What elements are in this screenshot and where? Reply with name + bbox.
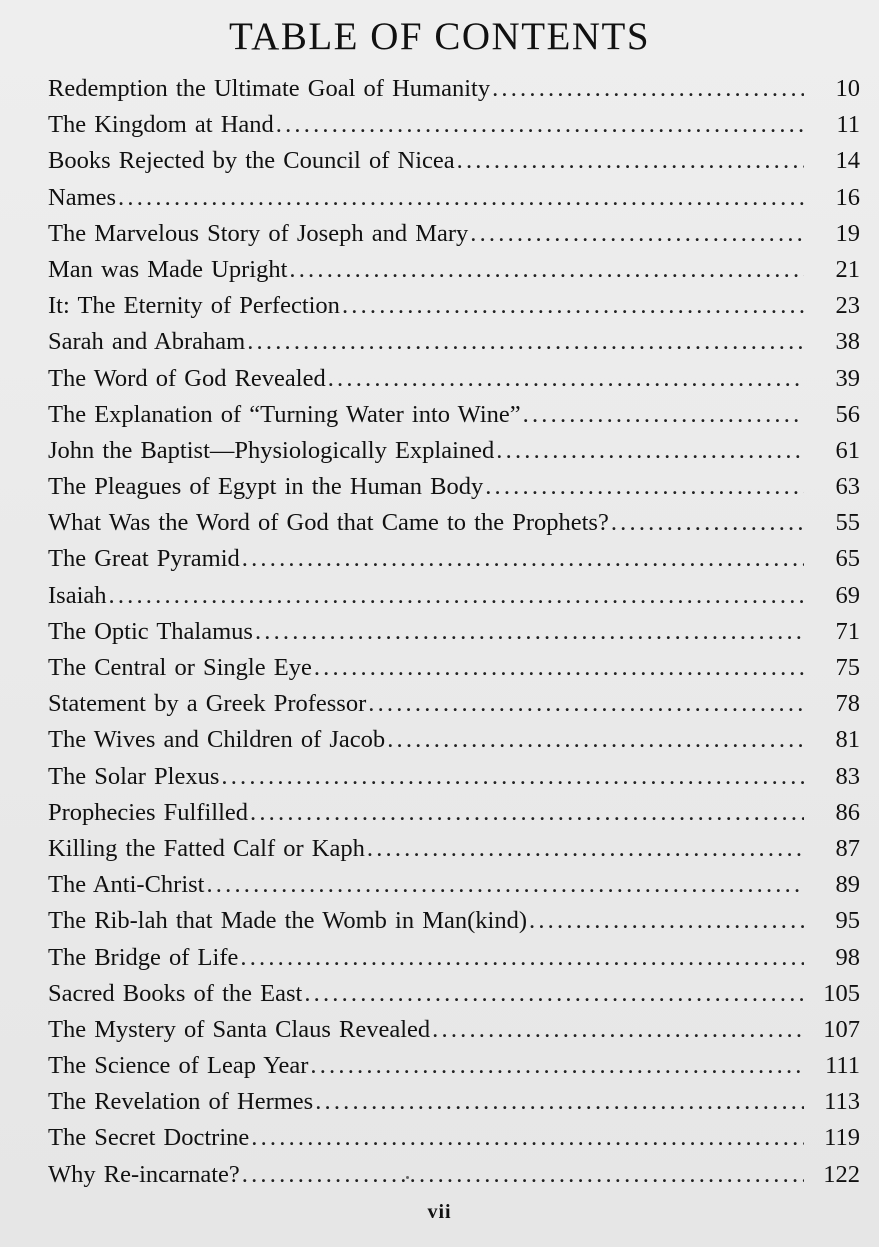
toc-entry-page: 16 [835,183,860,211]
toc-entry-page: 21 [835,255,860,283]
toc-entry-page: 63 [835,473,860,501]
dot-leader [365,831,804,867]
toc-entry-title: The Secret Doctrine [48,1124,250,1152]
toc-entry [48,650,860,686]
toc-entry-page: 10 [835,75,860,102]
toc-entry [48,469,860,505]
dot-leader [249,1120,804,1156]
toc-entry-page: 105 [823,979,860,1007]
dot-leader [274,107,804,143]
toc-entry [48,252,860,288]
toc-entry [48,903,860,939]
dot-leader [494,433,804,469]
toc-entry-title: Books Rejected by the Council of Nicea [48,147,455,175]
toc-entry-title: The Central or Single Eye [48,654,312,681]
toc-entry-page: 38 [835,328,860,356]
toc-entry-page: 95 [835,907,860,935]
dot-leader [308,1048,804,1084]
table-of-contents [48,71,860,1193]
toc-entry-page: 78 [835,690,860,718]
toc-entry-page: 56 [835,400,860,428]
toc-entry [48,324,860,360]
toc-entry-page: 98 [835,943,860,971]
toc-entry-page: 65 [835,545,860,573]
toc-entry [48,505,860,541]
toc-entry-title: The Rib-lah that Made the Womb in Man(kind) [48,907,528,935]
toc-entry [48,976,860,1012]
toc-entry [48,433,860,469]
toc-entry-page: 89 [835,871,860,899]
dot-leader [313,1084,804,1120]
page-title: TABLE OF CONTENTS [228,15,651,58]
toc-entry-page: 19 [835,219,860,247]
toc-entry-page: 71 [835,617,860,645]
dot-leader [248,795,804,831]
toc-entry-title: Sarah and Abraham [48,328,246,356]
toc-entry-page: 39 [835,364,860,392]
dot-leader [107,578,805,614]
dot-leader [204,867,804,903]
toc-entry-title: The Science of Leap Year [48,1052,309,1080]
toc-entry-title: The Optic Thalamus [48,617,253,645]
toc-entry [48,541,860,577]
dot-leader [609,505,804,541]
toc-entry-title: Killing the Fatted Calf or Kaph [48,834,365,862]
toc-entry-title: Isaiah [48,581,107,609]
dot-leader [490,71,804,107]
toc-entry-page: 61 [835,436,860,464]
toc-entry-title: Why Re-incarnate? [48,1160,240,1188]
toc-entry [48,614,860,650]
toc-entry-title: The Solar Plexus [48,762,220,790]
dot-leader [521,397,804,433]
toc-entry-title: The Word of God Revealed [48,364,326,392]
toc-entry-title: The Revelation of Hermes [48,1088,314,1116]
toc-entry [48,867,860,903]
dot-leader [302,976,804,1012]
toc-entry-title: Prophecies Fulfilled [48,798,249,826]
toc-entry [48,1157,860,1193]
dot-leader [219,759,804,795]
toc-entry-page: 81 [835,726,860,754]
dot-leader [240,541,804,577]
dot-leader [366,686,804,722]
toc-entry-page: 75 [835,654,860,681]
toc-entry-title: Names [48,183,117,211]
print-speck [406,1176,409,1179]
dot-leader [116,180,804,216]
toc-entry-page: 83 [835,762,860,790]
toc-entry [48,107,860,143]
dot-leader [483,469,804,505]
toc-entry-title: The Mystery of Santa Claus Revealed [48,1015,431,1043]
toc-entry-page: 55 [835,509,860,537]
toc-entry-title: The Marvelous Story of Joseph and Mary [48,219,469,247]
toc-entry-title: The Wives and Children of Jacob [48,726,386,754]
toc-entry [48,288,860,324]
toc-entry-page: 11 [836,111,860,139]
toc-entry-title: It: The Eternity of Perfection [48,292,340,320]
dot-leader [527,903,804,939]
toc-entry [48,397,860,433]
toc-entry-page: 87 [835,834,860,862]
toc-entry [48,686,860,722]
toc-entry-title: The Anti-Christ [48,871,205,899]
toc-entry [48,1120,860,1156]
toc-entry-title: Sacred Books of the East [48,979,303,1007]
dot-leader [253,614,804,650]
page-number: vii [427,1201,452,1223]
toc-entry-title: The Pleagues of Egypt in the Human Body [48,473,484,501]
toc-entry [48,143,860,179]
toc-entry [48,831,860,867]
toc-entry-page: 69 [835,581,860,609]
toc-entry [48,1048,860,1084]
dot-leader [455,143,804,179]
toc-entry-page: 119 [824,1124,860,1152]
toc-entry [48,722,860,758]
dot-leader [385,722,804,758]
toc-entry-page: 122 [823,1160,860,1188]
toc-entry [48,1084,860,1120]
dot-leader [245,324,804,360]
toc-entry [48,361,860,397]
toc-entry [48,940,860,976]
toc-entry-title: Redemption the Ultimate Goal of Humanity [48,75,491,102]
toc-entry-title: The Bridge of Life [48,943,239,971]
toc-entry [48,759,860,795]
toc-entry-page: 111 [825,1052,860,1080]
dot-leader [430,1012,804,1048]
toc-entry [48,71,860,107]
toc-entry-title: Man was Made Upright [48,255,288,283]
toc-entry [48,216,860,252]
dot-leader [238,940,804,976]
toc-entry [48,1012,860,1048]
toc-entry-title: What Was the Word of God that Came to the Prophets? [48,509,609,537]
toc-entry-title: The Great Pyramid [48,545,240,573]
toc-entry-page: 107 [823,1015,860,1043]
toc-entry-page: 86 [835,798,860,826]
toc-entry [48,795,860,831]
toc-entry-page: 14 [835,147,860,175]
dot-leader [312,650,804,686]
toc-entry-title: John the Baptist—Physiologically Explained [48,436,495,464]
toc-entry [48,180,860,216]
toc-entry-title: Statement by a Greek Professor [48,690,367,718]
toc-entry-page: 23 [835,292,860,320]
dot-leader [326,361,804,397]
toc-entry [48,578,860,614]
toc-entry-page: 113 [824,1088,860,1116]
toc-entry-title: The Kingdom at Hand [48,111,274,139]
dot-leader [240,1157,804,1193]
dot-leader [287,252,804,288]
dot-leader [340,288,804,324]
toc-entry-title: The Explanation of “Turning Water into Wine” [48,400,521,428]
dot-leader [468,216,804,252]
